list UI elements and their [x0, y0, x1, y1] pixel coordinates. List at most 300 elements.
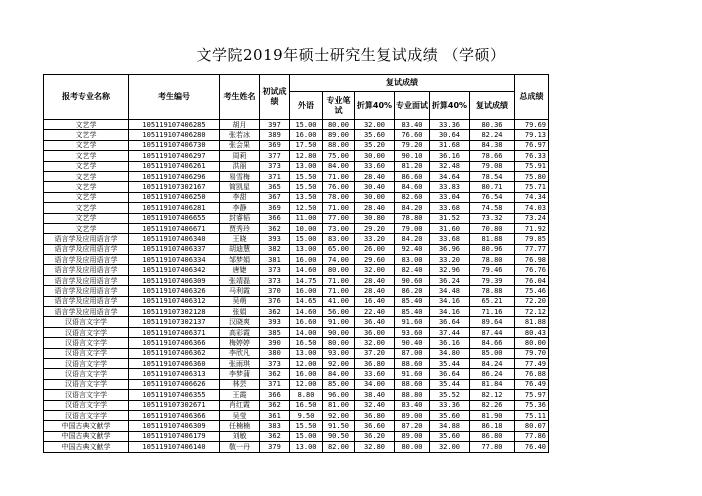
cell-major: 文艺学 [44, 182, 129, 192]
cell-prof-interview: 83.00 [395, 255, 430, 265]
cell-prof-written: 81.00 [323, 400, 355, 410]
header-major: 报考专业名称 [44, 75, 129, 120]
cell-retest-score: 80.71 [470, 182, 515, 192]
cell-total: 80.43 [515, 327, 549, 337]
cell-foreign: 16.60 [290, 317, 323, 327]
cell-initial: 382 [260, 244, 290, 254]
cell-exam-id: 105119107406730 [129, 140, 220, 150]
cell-retest-score: 78.66 [470, 151, 515, 161]
cell-major: 语言学及应用语言学 [44, 234, 129, 244]
cell-initial: 362 [260, 431, 290, 441]
table-row [44, 140, 549, 150]
cell-major: 语言学及应用语言学 [44, 286, 129, 296]
cell-prof-interview: 84.20 [395, 203, 430, 213]
cell-total: 71.92 [515, 223, 549, 233]
cell-exam-id: 105119107406362 [129, 348, 220, 358]
cell-name: 易雪梅 [220, 171, 260, 181]
cell-prof-interview: 79.00 [395, 223, 430, 233]
cell-total: 75.36 [515, 400, 549, 410]
cell-interview-40: 35.60 [430, 410, 470, 420]
cell-total: 75.80 [515, 171, 549, 181]
cell-prof-interview: 89.00 [395, 431, 430, 441]
cell-prof-interview: 87.20 [395, 421, 430, 431]
cell-retest-score: 74.58 [470, 203, 515, 213]
cell-interview-40: 34.16 [430, 307, 470, 317]
cell-interview-40: 33.36 [430, 400, 470, 410]
cell-initial: 376 [260, 296, 290, 306]
table-row [44, 431, 549, 441]
cell-major: 文艺学 [44, 120, 129, 130]
cell-exam-id: 105119107302137 [129, 317, 220, 327]
cell-written-40: 36.60 [355, 421, 395, 431]
cell-prof-written: 71.00 [323, 286, 355, 296]
header-prof-written: 专业笔试 [323, 92, 355, 120]
cell-initial: 373 [260, 358, 290, 368]
cell-retest-score: 84.24 [470, 358, 515, 368]
cell-retest-score: 82.26 [470, 400, 515, 410]
cell-major: 文艺学 [44, 151, 129, 161]
cell-exam-id: 105119107302671 [129, 400, 220, 410]
cell-foreign: 12.50 [290, 203, 323, 213]
cell-exam-id: 105119107406355 [129, 390, 220, 400]
cell-exam-id: 105119107406309 [129, 421, 220, 431]
cell-prof-interview: 88.80 [395, 390, 430, 400]
cell-name: 李欣凡 [220, 348, 260, 358]
cell-major: 汉语言文字学 [44, 327, 129, 337]
cell-name: 吴萌 [220, 296, 260, 306]
cell-written-40: 32.80 [355, 442, 395, 452]
cell-written-40: 33.60 [355, 369, 395, 379]
cell-prof-written: 85.00 [323, 379, 355, 389]
cell-written-40: 33.60 [355, 161, 395, 171]
cell-total: 75.46 [515, 286, 549, 296]
cell-written-40: 29.60 [355, 255, 395, 265]
cell-foreign: 16.00 [290, 286, 323, 296]
cell-name: 胡月 [220, 120, 260, 130]
cell-major: 汉语言文字学 [44, 369, 129, 379]
table-row [44, 338, 549, 348]
cell-initial: 365 [260, 182, 290, 192]
cell-exam-id: 105119107406626 [129, 379, 220, 389]
cell-total: 75.97 [515, 390, 549, 400]
cell-prof-written: 92.00 [323, 358, 355, 368]
cell-name: 张若冰 [220, 130, 260, 140]
cell-prof-written: 91.50 [323, 421, 355, 431]
table-row [44, 442, 549, 452]
cell-interview-40: 35.44 [430, 358, 470, 368]
cell-prof-interview: 89.00 [395, 410, 430, 420]
cell-name: 贾秀玲 [220, 223, 260, 233]
cell-written-40: 34.00 [355, 379, 395, 389]
cell-name: 吴莹 [220, 410, 260, 420]
cell-prof-interview: 85.40 [395, 307, 430, 317]
cell-name: 肖红霞 [220, 400, 260, 410]
cell-foreign: 9.50 [290, 410, 323, 420]
cell-name: 林芸 [220, 379, 260, 389]
cell-name: 张雨琪 [220, 358, 260, 368]
cell-initial: 362 [260, 307, 290, 317]
cell-initial: 393 [260, 317, 290, 327]
cell-prof-written: 90.50 [323, 431, 355, 441]
cell-major: 文艺学 [44, 213, 129, 223]
cell-written-40: 28.40 [355, 171, 395, 181]
cell-major: 文艺学 [44, 203, 129, 213]
cell-prof-interview: 82.40 [395, 265, 430, 275]
cell-foreign: 14.75 [290, 275, 323, 285]
cell-retest-score: 80.36 [470, 120, 515, 130]
cell-prof-interview: 83.40 [395, 400, 430, 410]
cell-initial: 373 [260, 265, 290, 275]
cell-foreign: 15.50 [290, 421, 323, 431]
cell-written-40: 36.00 [355, 327, 395, 337]
cell-retest-score: 80.96 [470, 244, 515, 254]
cell-written-40: 29.20 [355, 223, 395, 233]
cell-retest-score: 87.44 [470, 327, 515, 337]
cell-total: 76.76 [515, 265, 549, 275]
cell-prof-written: 83.00 [323, 234, 355, 244]
table-row [44, 234, 549, 244]
cell-name: 王霞 [220, 390, 260, 400]
cell-exam-id: 105119107406285 [129, 120, 220, 130]
cell-foreign: 12.00 [290, 358, 323, 368]
table-row [44, 421, 549, 431]
cell-prof-interview: 86.20 [395, 286, 430, 296]
cell-exam-id: 105119107406309 [129, 275, 220, 285]
cell-major: 语言学及应用语言学 [44, 307, 129, 317]
cell-foreign: 13.00 [290, 442, 323, 452]
cell-prof-written: 75.00 [323, 151, 355, 161]
cell-foreign: 13.00 [290, 244, 323, 254]
cell-prof-written: 96.00 [323, 390, 355, 400]
cell-major: 文艺学 [44, 192, 129, 202]
table-row [44, 192, 549, 202]
cell-interview-40: 31.60 [430, 223, 470, 233]
cell-foreign: 16.00 [290, 369, 323, 379]
cell-prof-written: 84.00 [323, 161, 355, 171]
cell-prof-interview: 83.40 [395, 120, 430, 130]
header-retest-group: 复试成绩 [290, 75, 515, 92]
table-row [44, 151, 549, 161]
cell-major: 文艺学 [44, 171, 129, 181]
cell-written-40: 16.40 [355, 296, 395, 306]
cell-major: 文艺学 [44, 161, 129, 171]
cell-retest-score: 70.80 [470, 223, 515, 233]
cell-total: 76.33 [515, 151, 549, 161]
cell-name: 封睿韬 [220, 213, 260, 223]
cell-total: 75.71 [515, 182, 549, 192]
cell-foreign: 15.00 [290, 431, 323, 441]
cell-prof-written: 92.00 [323, 410, 355, 420]
score-table [43, 74, 549, 453]
table-row [44, 379, 549, 389]
cell-exam-id: 105119107302167 [129, 182, 220, 192]
cell-exam-id: 105119107406179 [129, 431, 220, 441]
cell-prof-interview: 84.60 [395, 182, 430, 192]
cell-foreign: 13.50 [290, 192, 323, 202]
cell-prof-interview: 91.60 [395, 369, 430, 379]
header-written-40: 折算40% [355, 92, 395, 120]
cell-foreign: 13.00 [290, 348, 323, 358]
cell-retest-score: 73.32 [470, 213, 515, 223]
cell-retest-score: 86.18 [470, 421, 515, 431]
cell-exam-id: 105119107406366 [129, 410, 220, 420]
cell-retest-score: 86.80 [470, 431, 515, 441]
cell-prof-written: 77.00 [323, 213, 355, 223]
cell-total: 74.34 [515, 192, 549, 202]
cell-retest-score: 79.39 [470, 275, 515, 285]
cell-interview-40: 36.64 [430, 369, 470, 379]
cell-written-40: 36.80 [355, 358, 395, 368]
cell-name: 高彩霞 [220, 327, 260, 337]
cell-major: 语言学及应用语言学 [44, 255, 129, 265]
cell-prof-interview: 76.60 [395, 130, 430, 140]
cell-foreign: 14.65 [290, 296, 323, 306]
cell-exam-id: 105119107406296 [129, 171, 220, 181]
cell-initial: 367 [260, 192, 290, 202]
cell-prof-written: 80.00 [323, 265, 355, 275]
cell-exam-id: 105119107406312 [129, 296, 220, 306]
cell-initial: 369 [260, 140, 290, 150]
cell-initial: 381 [260, 255, 290, 265]
table-row [44, 171, 549, 181]
table-body [44, 120, 549, 453]
cell-prof-written: 88.00 [323, 140, 355, 150]
header-retest-score: 复试成绩 [470, 92, 515, 120]
cell-total: 75.11 [515, 410, 549, 420]
cell-interview-40: 34.16 [430, 296, 470, 306]
cell-interview-40: 36.24 [430, 275, 470, 285]
cell-retest-score: 79.08 [470, 161, 515, 171]
header-prof-interview: 专业面试 [395, 92, 430, 120]
cell-prof-interview: 90.40 [395, 338, 430, 348]
cell-total: 80.00 [515, 338, 549, 348]
cell-retest-score: 82.12 [470, 390, 515, 400]
cell-written-40: 36.40 [355, 317, 395, 327]
cell-name: 汉晓爽 [220, 317, 260, 327]
cell-major: 汉语言文字学 [44, 410, 129, 420]
cell-exam-id: 105119107406140 [129, 442, 220, 452]
cell-total: 76.49 [515, 379, 549, 389]
table-row [44, 410, 549, 420]
cell-written-40: 30.00 [355, 151, 395, 161]
cell-interview-40: 33.68 [430, 234, 470, 244]
cell-foreign: 16.50 [290, 400, 323, 410]
cell-prof-written: 80.00 [323, 120, 355, 130]
cell-total: 80.07 [515, 421, 549, 431]
table-row [44, 255, 549, 265]
cell-total: 76.40 [515, 442, 549, 452]
cell-exam-id: 105119107302128 [129, 307, 220, 317]
cell-name: 张靖磊 [220, 275, 260, 285]
cell-retest-score: 89.64 [470, 317, 515, 327]
cell-total: 79.13 [515, 130, 549, 140]
cell-major: 汉语言文字学 [44, 317, 129, 327]
cell-exam-id: 105119107406326 [129, 286, 220, 296]
cell-initial: 362 [260, 400, 290, 410]
cell-initial: 370 [260, 286, 290, 296]
cell-prof-interview: 88.60 [395, 358, 430, 368]
cell-written-40: 30.40 [355, 182, 395, 192]
header-name: 考生姓名 [220, 75, 260, 120]
cell-foreign: 13.00 [290, 161, 323, 171]
cell-exam-id: 105119107406342 [129, 265, 220, 275]
cell-foreign: 16.00 [290, 130, 323, 140]
cell-foreign: 16.00 [290, 255, 323, 265]
cell-foreign: 11.00 [290, 213, 323, 223]
cell-prof-interview: 82.60 [395, 192, 430, 202]
cell-retest-score: 78.54 [470, 171, 515, 181]
cell-name: 李梦蒲 [220, 369, 260, 379]
cell-name: 马利霞 [220, 286, 260, 296]
cell-initial: 366 [260, 213, 290, 223]
cell-interview-40: 33.04 [430, 192, 470, 202]
table-row [44, 182, 549, 192]
cell-prof-written: 65.00 [323, 244, 355, 254]
cell-name: 唐婕 [220, 265, 260, 275]
cell-total: 76.04 [515, 275, 549, 285]
cell-interview-40: 34.80 [430, 348, 470, 358]
table-row [44, 203, 549, 213]
cell-retest-score: 78.80 [470, 255, 515, 265]
cell-total: 76.88 [515, 369, 549, 379]
cell-exam-id: 105119107406671 [129, 223, 220, 233]
cell-prof-interview: 88.60 [395, 379, 430, 389]
cell-major: 文艺学 [44, 130, 129, 140]
cell-retest-score: 77.80 [470, 442, 515, 452]
cell-interview-40: 36.96 [430, 244, 470, 254]
cell-retest-score: 82.24 [470, 130, 515, 140]
cell-retest-score: 84.38 [470, 140, 515, 150]
cell-retest-score: 81.90 [470, 410, 515, 420]
cell-major: 汉语言文字学 [44, 400, 129, 410]
cell-written-40: 35.60 [355, 130, 395, 140]
cell-initial: 380 [260, 348, 290, 358]
page-title: 文学院2019年硕士研究生复试成绩 （学硕） [196, 46, 506, 64]
cell-total: 77.86 [515, 431, 549, 441]
cell-interview-40: 35.44 [430, 379, 470, 389]
cell-initial: 377 [260, 151, 290, 161]
cell-total: 81.88 [515, 317, 549, 327]
cell-prof-interview: 90.60 [395, 275, 430, 285]
cell-total: 79.85 [515, 234, 549, 244]
table-row [44, 348, 549, 358]
cell-interview-40: 36.16 [430, 338, 470, 348]
table-row [44, 390, 549, 400]
cell-prof-interview: 78.80 [395, 213, 430, 223]
cell-written-40: 36.80 [355, 410, 395, 420]
cell-total: 75.91 [515, 161, 549, 171]
cell-initial: 383 [260, 421, 290, 431]
cell-initial: 379 [260, 442, 290, 452]
cell-foreign: 10.00 [290, 223, 323, 233]
cell-interview-40: 32.00 [430, 442, 470, 452]
cell-prof-written: 74.00 [323, 255, 355, 265]
cell-prof-written: 89.00 [323, 130, 355, 140]
table-row [44, 213, 549, 223]
header-interview-40: 折算40% [430, 92, 470, 120]
cell-initial: 389 [260, 130, 290, 140]
cell-exam-id: 105119107406250 [129, 192, 220, 202]
table-row [44, 275, 549, 285]
cell-total: 77.77 [515, 244, 549, 254]
cell-interview-40: 33.36 [430, 120, 470, 130]
cell-written-40: 33.20 [355, 234, 395, 244]
cell-foreign: 16.50 [290, 338, 323, 348]
cell-major: 汉语言文字学 [44, 358, 129, 368]
cell-initial: 397 [260, 120, 290, 130]
cell-exam-id: 105119107406297 [129, 151, 220, 161]
cell-major: 汉语言文字学 [44, 348, 129, 358]
table-row [44, 327, 549, 337]
cell-initial: 373 [260, 161, 290, 171]
header-foreign: 外语 [290, 92, 323, 120]
cell-written-40: 30.80 [355, 213, 395, 223]
table-row [44, 296, 549, 306]
cell-exam-id: 105119107406340 [129, 234, 220, 244]
cell-prof-interview: 87.00 [395, 348, 430, 358]
cell-interview-40: 34.64 [430, 171, 470, 181]
cell-foreign: 17.50 [290, 140, 323, 150]
cell-foreign: 12.00 [290, 379, 323, 389]
cell-initial: 371 [260, 379, 290, 389]
cell-name: 邹梦娟 [220, 255, 260, 265]
cell-name: 王晓 [220, 234, 260, 244]
table-row [44, 130, 549, 140]
cell-major: 文艺学 [44, 140, 129, 150]
cell-foreign: 14.60 [290, 265, 323, 275]
cell-prof-interview: 90.10 [395, 151, 430, 161]
cell-name: 刘敏 [220, 431, 260, 441]
cell-interview-40: 32.96 [430, 265, 470, 275]
cell-total: 79.70 [515, 348, 549, 358]
cell-written-40: 38.40 [355, 390, 395, 400]
table-row [44, 120, 549, 130]
cell-name: 李静 [220, 203, 260, 213]
cell-prof-interview: 80.00 [395, 442, 430, 452]
table-row [44, 244, 549, 254]
cell-written-40: 32.00 [355, 338, 395, 348]
cell-initial: 362 [260, 369, 290, 379]
cell-interview-40: 36.16 [430, 151, 470, 161]
cell-major: 语言学及应用语言学 [44, 265, 129, 275]
table-row [44, 265, 549, 275]
cell-name: 胡迪慧 [220, 244, 260, 254]
cell-exam-id: 105119107406280 [129, 130, 220, 140]
cell-exam-id: 105119107406371 [129, 327, 220, 337]
cell-initial: 366 [260, 390, 290, 400]
cell-prof-interview: 92.40 [395, 244, 430, 254]
cell-interview-40: 34.88 [430, 421, 470, 431]
cell-retest-score: 85.00 [470, 348, 515, 358]
table-row [44, 223, 549, 233]
cell-interview-40: 33.68 [430, 203, 470, 213]
cell-exam-id: 105119107406337 [129, 244, 220, 254]
cell-major: 汉语言文字学 [44, 379, 129, 389]
cell-total: 72.12 [515, 307, 549, 317]
cell-interview-40: 31.68 [430, 140, 470, 150]
cell-written-40: 32.00 [355, 120, 395, 130]
cell-initial: 373 [260, 275, 290, 285]
cell-total: 79.69 [515, 120, 549, 130]
cell-major: 中国古典文献学 [44, 431, 129, 441]
cell-written-40: 32.40 [355, 400, 395, 410]
cell-total: 77.49 [515, 358, 549, 368]
cell-exam-id: 105119107406261 [129, 161, 220, 171]
cell-written-40: 37.20 [355, 348, 395, 358]
cell-interview-40: 33.83 [430, 182, 470, 192]
cell-interview-40: 36.64 [430, 317, 470, 327]
cell-interview-40: 33.20 [430, 255, 470, 265]
